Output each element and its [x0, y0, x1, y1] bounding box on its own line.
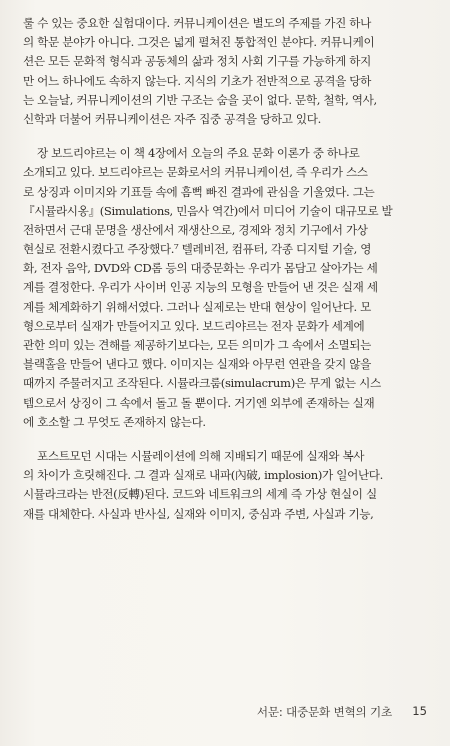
text-line: 시뮬라크라는 반전(反轉)된다. 코드와 네트워크의 세계 즉 가상 현실이 실	[23, 487, 377, 502]
text-line: 템으로서 상징이 그 속에서 돌고 돌 뿐이다. 거기엔 외부에 존재하는 실재	[23, 395, 375, 410]
text-line: 때까지 주물러지고 조작된다. 시뮬라크룸(simulacrum)은 무게 없는 시스	[23, 376, 381, 391]
text-line: 로 상징과 이미지와 기표들 속에 흠뻑 빠진 결과에 관심을 기울였다. 그는	[23, 184, 375, 199]
text-line: 형으로부터 실재가 만들어지고 있다. 보드리야르는 전자 문화가 세계에	[23, 318, 365, 333]
page-number: 15	[412, 704, 427, 718]
text-line: 신학과 더불어 커뮤니케이션은 자주 집중 공격을 당하고 있다.	[23, 111, 321, 126]
paragraph-gap	[23, 129, 427, 144]
body-text	[23, 14, 427, 524]
text-line: 만 어느 하나에도 속하지 않는다. 지식의 기초가 전반적으로 공격을 당하	[23, 73, 371, 88]
text-line: 에 호소할 그 무엇도 존재하지 않는다.	[23, 414, 206, 429]
text-line: 의 학문 분야가 아니다. 그것은 넓게 펼쳐진 통합적인 분야다. 커뮤니케이	[23, 35, 375, 50]
running-head: 서문: 대중문화 변혁의 기초	[256, 705, 392, 719]
paragraph	[23, 144, 427, 432]
text-line: 포스트모던 시대는 시뮬레이션에 의해 지배되기 때문에 실재와 복사	[37, 448, 365, 463]
text-line: 소개되고 있다. 보드리야르는 문화로서의 커뮤니케이션, 즉 우리가 스스	[23, 165, 368, 180]
paragraph	[23, 447, 427, 524]
text-line: 『시뮬라시옹』(Simulations, 민음사 역간)에서 미디어 기술이 대규모로 발	[23, 203, 393, 218]
paragraph	[23, 14, 427, 129]
text-line: 화, 전자 음악, DVD와 CD롬 등의 대중문화는 우리가 몸담고 살아가는 세	[23, 261, 378, 276]
text-line: 는 오늘날, 커뮤니케이션의 기반 구조는 숨을 곳이 없다. 문학, 철학, 역사,	[23, 92, 377, 107]
text-line: 계를 체계화하기 위해서였다. 그러나 실제로는 반대 현상이 일어난다. 모	[23, 299, 371, 314]
text-line: 장 보드리야르는 이 책 4장에서 오늘의 주요 문화 이론가 중 하나로	[37, 146, 360, 161]
text-line: 의 차이가 흐릿해진다. 그 결과 실재로 내파(內破, implosion)가 일어난다.	[23, 468, 383, 483]
text-line: 션은 모든 문화적 형식과 공동체의 삶과 정치 사회 기구를 가능하게 하지	[23, 54, 371, 69]
text-line: 관한 의미 있는 견해를 제공하기보다는, 모든 의미가 그 속에서 소멸되는	[23, 338, 371, 352]
text-line: 룰 수 있는 중요한 실험대이다. 커뮤니케이션은 별도의 주제를 가진 하나	[23, 16, 371, 30]
paragraph-gap	[23, 432, 427, 447]
text-line: 전하면서 근대 문명을 생산에서 재생산으로, 경제와 정치 기구에서 가상	[23, 222, 368, 237]
text-line: 재를 대체한다. 사실과 반사실, 실재와 이미지, 중심과 주변, 사실과 기능,	[23, 506, 374, 521]
text-line: 계를 결정한다. 우리가 사이버 인공 지능의 모형을 만들어 낸 것은 실재 세	[23, 280, 378, 295]
text-line: 현실로 전환시켰다고 주장했다.⁷ 텔레비전, 컴퓨터, 각종 디지털 기술, 영	[23, 242, 372, 257]
text-line: 블랙홀을 만들어 낸다고 했다. 이미지는 실재와 아무런 연관을 갖지 않을	[23, 357, 371, 372]
